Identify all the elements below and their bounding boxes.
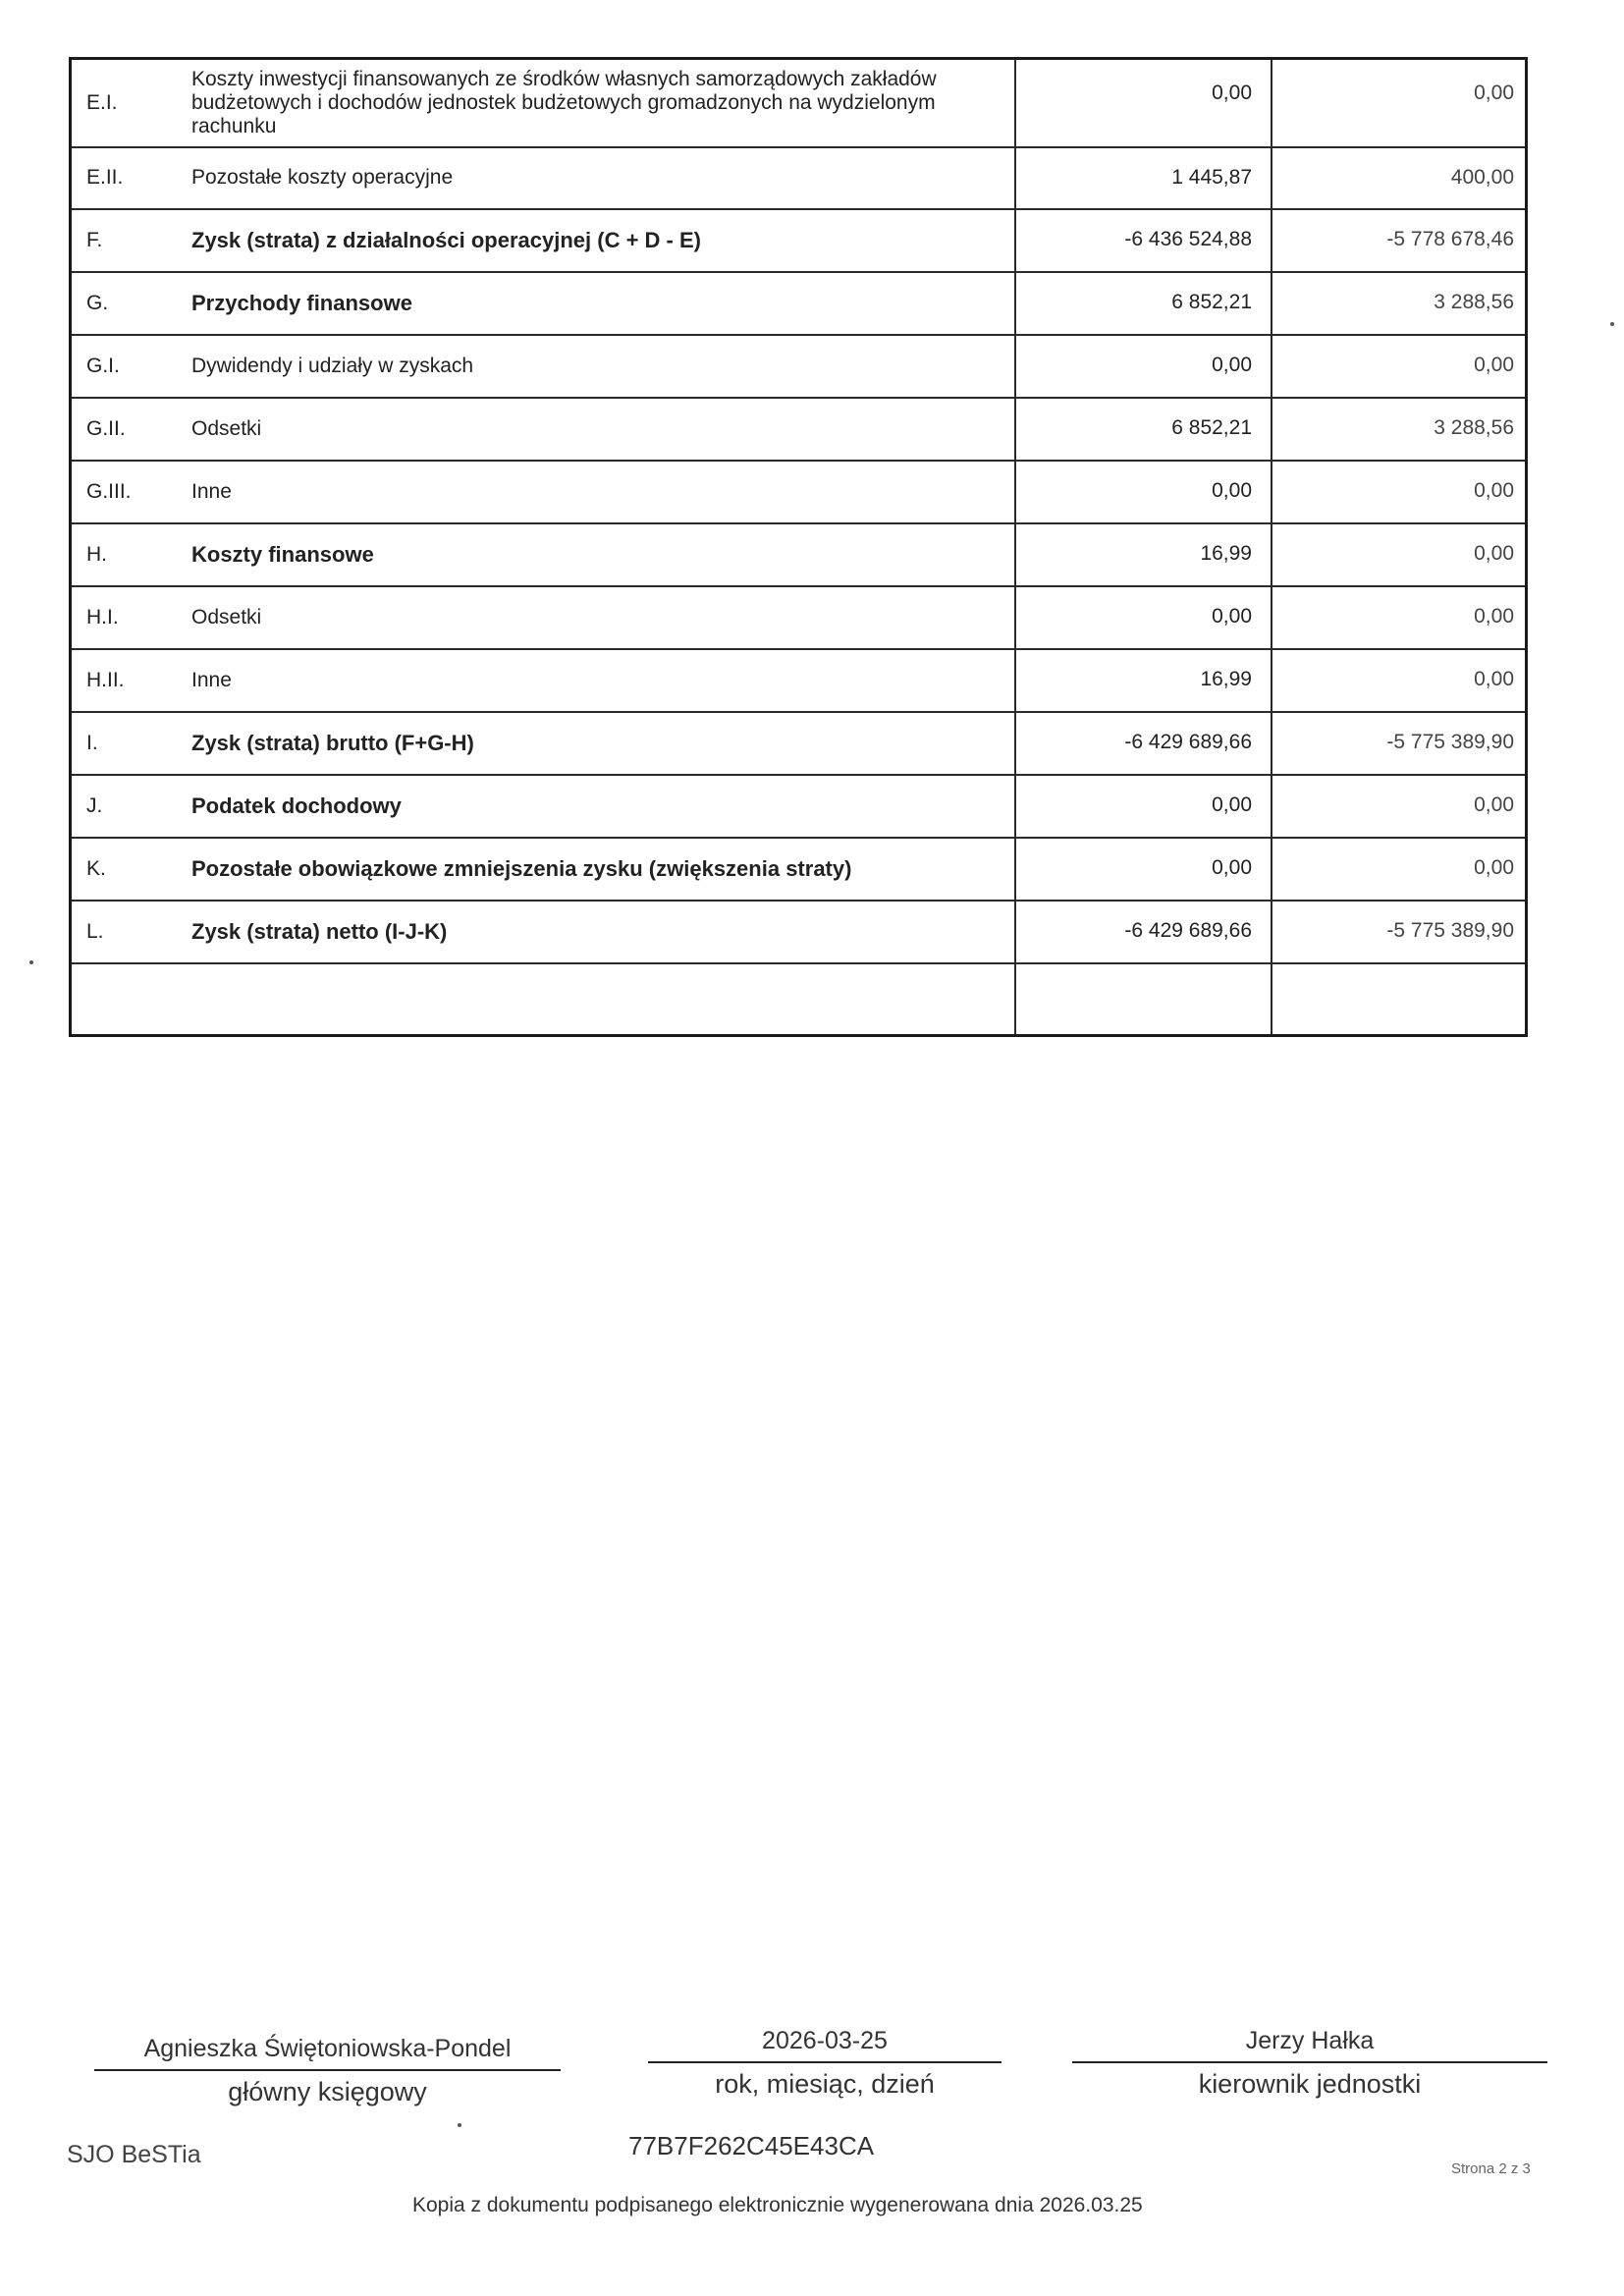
row-value-current: -6 429 689,66 [1124,919,1252,942]
row-code: L. [86,919,104,943]
row-value-current: 0,00 [1212,479,1252,502]
row-label: Odsetki [191,605,262,629]
row-value-previous: 0,00 [1474,82,1514,104]
footer-copy-note: Kopia z dokumentu podpisanego elektronicznie wygenerowana dnia 2026.03.25 [412,2194,1143,2216]
table-row [72,336,1525,399]
row-value-current: 16,99 [1200,668,1252,690]
signature-line [648,2061,1001,2063]
row-value-current: 1 445,87 [1171,166,1252,189]
table-row [72,839,1525,902]
row-code: H.II. [86,668,125,691]
row-value-current: 0,00 [1212,354,1252,376]
row-label: Przychody finansowe [191,291,412,316]
table-row [72,60,1525,148]
table-row [72,399,1525,462]
row-label: Pozostałe koszty operacyjne [191,166,454,190]
signature-head-of-unit [1072,2027,1547,2100]
row-value-previous: 0,00 [1474,856,1514,879]
row-label: Inne [191,668,232,691]
row-code: E.II. [86,166,124,190]
row-code: E.I. [86,90,118,114]
row-label: Odsetki [191,416,262,440]
signature-line [94,2069,561,2071]
row-value-current [1006,964,1252,1036]
row-code: G.I. [86,354,120,377]
row-label: Dywidendy i udziały w zyskach [191,354,474,377]
row-code [86,964,180,1036]
signature-name: Agnieszka Świętoniowska-Pondel [143,2035,512,2062]
footer-document-code: 77B7F262C45E43CA [628,2131,875,2160]
table-row [72,650,1525,713]
row-value-previous: 0,00 [1474,793,1514,816]
signature-name: Jerzy Hałka [1245,2027,1375,2054]
table-row [72,148,1525,210]
row-label: Pozostałe obowiązkowe zmniejszenia zysku (zwiększenia straty) [191,856,852,882]
row-value-current: 0,00 [1212,82,1252,104]
signature-line [1072,2061,1547,2063]
signature-date-value: 2026-03-25 [762,2027,888,2054]
scan-speck [29,960,33,964]
row-value-previous: 0,00 [1474,479,1514,502]
row-code: H. [86,542,107,566]
row-value-current: -6 436 524,88 [1124,228,1252,250]
row-code: F. [86,228,103,251]
row-label: Koszty inwestycji finansowanych ze środków własnych samorządowych zakładów budżetowych i dochodów jednostek budżetowych gromadzonych na wydzielonym rachunku [191,67,937,138]
row-label: Zysk (strata) brutto (F+G-H) [191,731,474,756]
row-value-previous: 0,00 [1474,354,1514,376]
row-value-current: 0,00 [1212,605,1252,628]
row-code: K. [86,856,106,880]
row-value-previous: 0,00 [1474,542,1514,565]
row-value-previous: 3 288,56 [1434,416,1514,439]
row-value-previous: 400,00 [1450,166,1514,189]
row-value-previous: 3 288,56 [1434,291,1514,313]
row-value-previous [1265,964,1514,1036]
row-code: J. [86,793,103,817]
row-label: Inne [191,479,232,503]
table-row [72,587,1525,650]
signature-date-role: rok, miesiąc, dzień [715,2069,935,2099]
signature-date [648,2027,1001,2100]
row-value-current: 16,99 [1200,542,1252,565]
signature-role: główny księgowy [228,2077,427,2106]
scan-speck [458,2123,461,2127]
financial-statement-table [69,57,1528,1037]
row-label: Koszty finansowe [191,542,374,568]
row-value-previous: -5 778 678,46 [1386,228,1514,250]
footer-system-name: SJO BeSTia [67,2141,201,2168]
table-row [72,524,1525,587]
row-code: I. [86,731,98,754]
signature-role: kierownik jednostki [1198,2069,1422,2099]
row-code: G. [86,291,109,314]
row-label: Zysk (strata) z działalności operacyjnej (C + D - E) [191,228,701,253]
table-row [72,964,1525,1036]
row-label: Podatek dochodowy [191,793,402,819]
row-value-previous: 0,00 [1474,605,1514,628]
table-row [72,210,1525,273]
row-code: G.II. [86,416,126,440]
row-label [191,964,997,1036]
row-value-previous: -5 775 389,90 [1386,731,1514,753]
row-value-current: 0,00 [1212,856,1252,879]
signature-chief-accountant [94,2035,561,2107]
table-row [72,462,1525,524]
row-value-current: -6 429 689,66 [1124,731,1252,753]
table-row [72,713,1525,776]
table-row [72,902,1525,964]
footer-page-number: Strona 2 z 3 [1451,2160,1531,2177]
table-row [72,273,1525,336]
scan-speck [1610,322,1614,326]
row-value-current: 6 852,21 [1171,416,1252,439]
row-code: G.III. [86,479,132,503]
row-value-current: 6 852,21 [1171,291,1252,313]
row-value-previous: -5 775 389,90 [1386,919,1514,942]
row-value-previous: 0,00 [1474,668,1514,690]
row-code: H.I. [86,605,119,629]
row-label: Zysk (strata) netto (I-J-K) [191,919,448,945]
row-value-current: 0,00 [1212,793,1252,816]
table-row [72,776,1525,839]
